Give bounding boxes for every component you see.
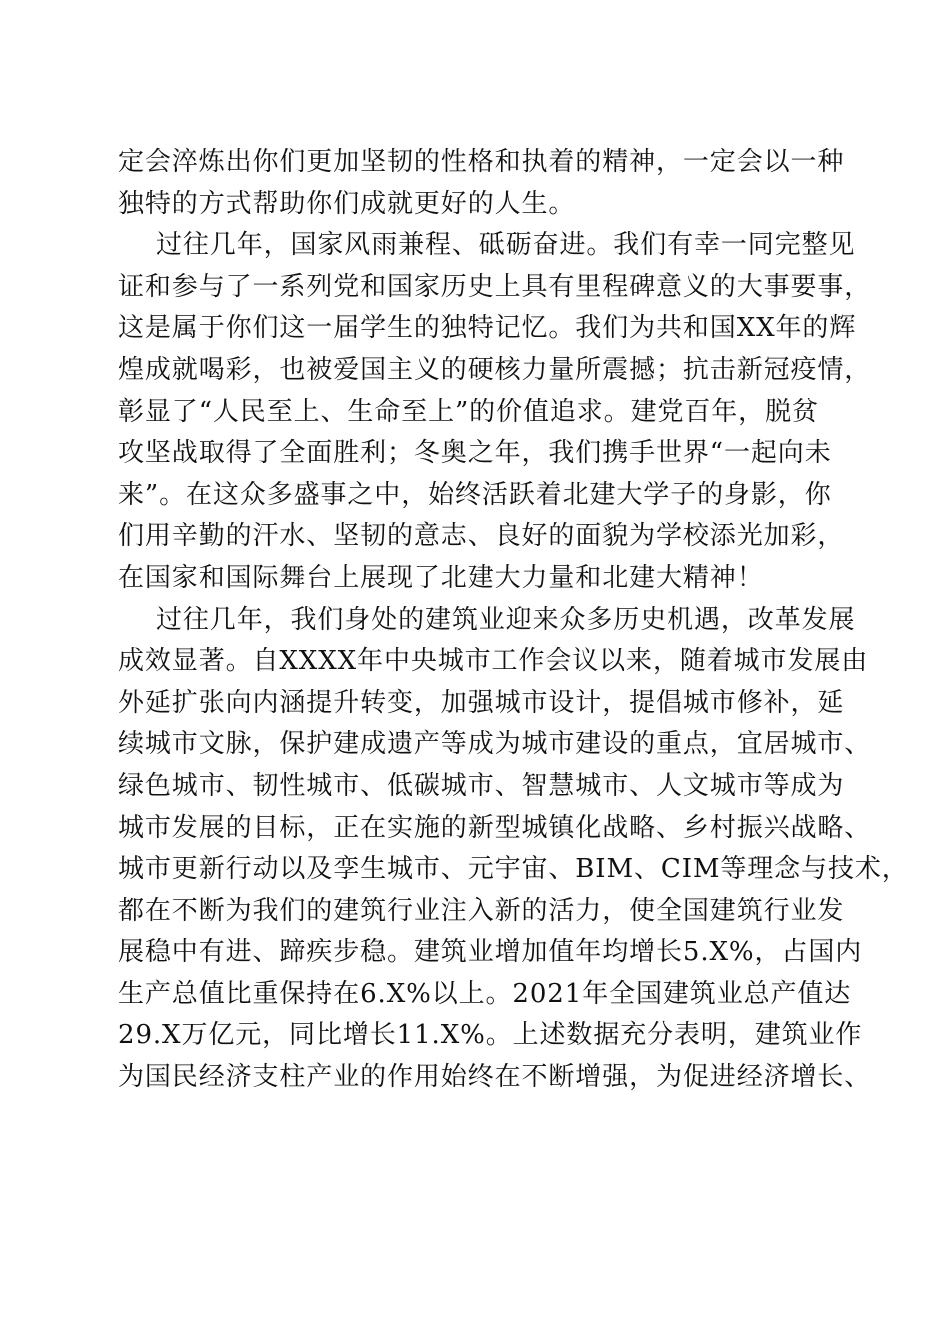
text-line: 攻坚战取得了全面胜利；冬奥之年，我们携手世界“一起向未 xyxy=(118,438,832,469)
text-line: 在国家和国际舞台上展现了北建大力量和北建大精神！ xyxy=(118,562,764,593)
text-line: 为国民经济支柱产业的作用始终在不断增强，为促进经济增长、 xyxy=(118,1062,872,1093)
text-line: 们用辛勤的汗水、坚韧的意志、良好的面貌为学校添光加彩， xyxy=(118,521,845,552)
text-line: 煌成就喝彩，也被爱国主义的硬核力量所震撼；抗击新冠疫情， xyxy=(118,354,872,385)
text-line: 独特的方式帮助你们成就更好的人生。 xyxy=(118,188,576,219)
text-line: 展稳中有进、蹄疾步稳。建筑业增加值年均增长5.X%，占国内 xyxy=(118,937,863,968)
text-line: 都在不断为我们的建筑行业注入新的活力，使全国建筑行业发 xyxy=(118,895,845,926)
body-text xyxy=(118,142,909,1099)
text-line: 绿色城市、韧性城市、低碳城市、智慧城市、人文城市等成为 xyxy=(118,770,845,801)
text-line: 生产总值比重保持在6.X%以上。2021年全国建筑业总产值达 xyxy=(118,978,852,1009)
paragraph-start-line: 过往几年，我们身处的建筑业迎来众多历史机遇，改革发展 xyxy=(156,604,856,635)
text-line: 续城市文脉，保护建成遗产等成为城市建设的重点，宜居城市、 xyxy=(118,729,872,760)
text-line: 这是属于你们这一届学生的独特记忆。我们为共和国XX年的辉 xyxy=(118,313,857,344)
text-line: 证和参与了一系列党和国家历史上具有里程碑意义的大事要事， xyxy=(118,271,872,302)
text-line: 彰显了“人民至上、生命至上”的价值追求。建党百年，脱贫 xyxy=(118,396,819,427)
text-line: 城市更新行动以及孪生城市、元宇宙、BIM、CIM等理念与技术， xyxy=(118,854,909,885)
text-line: 外延扩张向内涵提升转变，加强城市设计，提倡城市修补，延 xyxy=(118,687,845,718)
text-line: 成效显著。自XXXX年中央城市工作会议以来，随着城市发展由 xyxy=(118,646,869,677)
text-line: 来”。在这众多盛事之中，始终活跃着北建大学子的身影，你 xyxy=(118,479,832,510)
text-line: 29.X万亿元，同比增长11.X%。上述数据充分表明，建筑业作 xyxy=(118,1020,863,1051)
paragraph-start-line: 过往几年，国家风雨兼程、砥砺奋进。我们有幸一同完整见 xyxy=(156,230,856,261)
text-line: 城市发展的目标，正在实施的新型城镇化战略、乡村振兴战略、 xyxy=(118,812,872,843)
text-line: 定会淬炼出你们更加坚韧的性格和执着的精神，一定会以一种 xyxy=(118,147,845,177)
